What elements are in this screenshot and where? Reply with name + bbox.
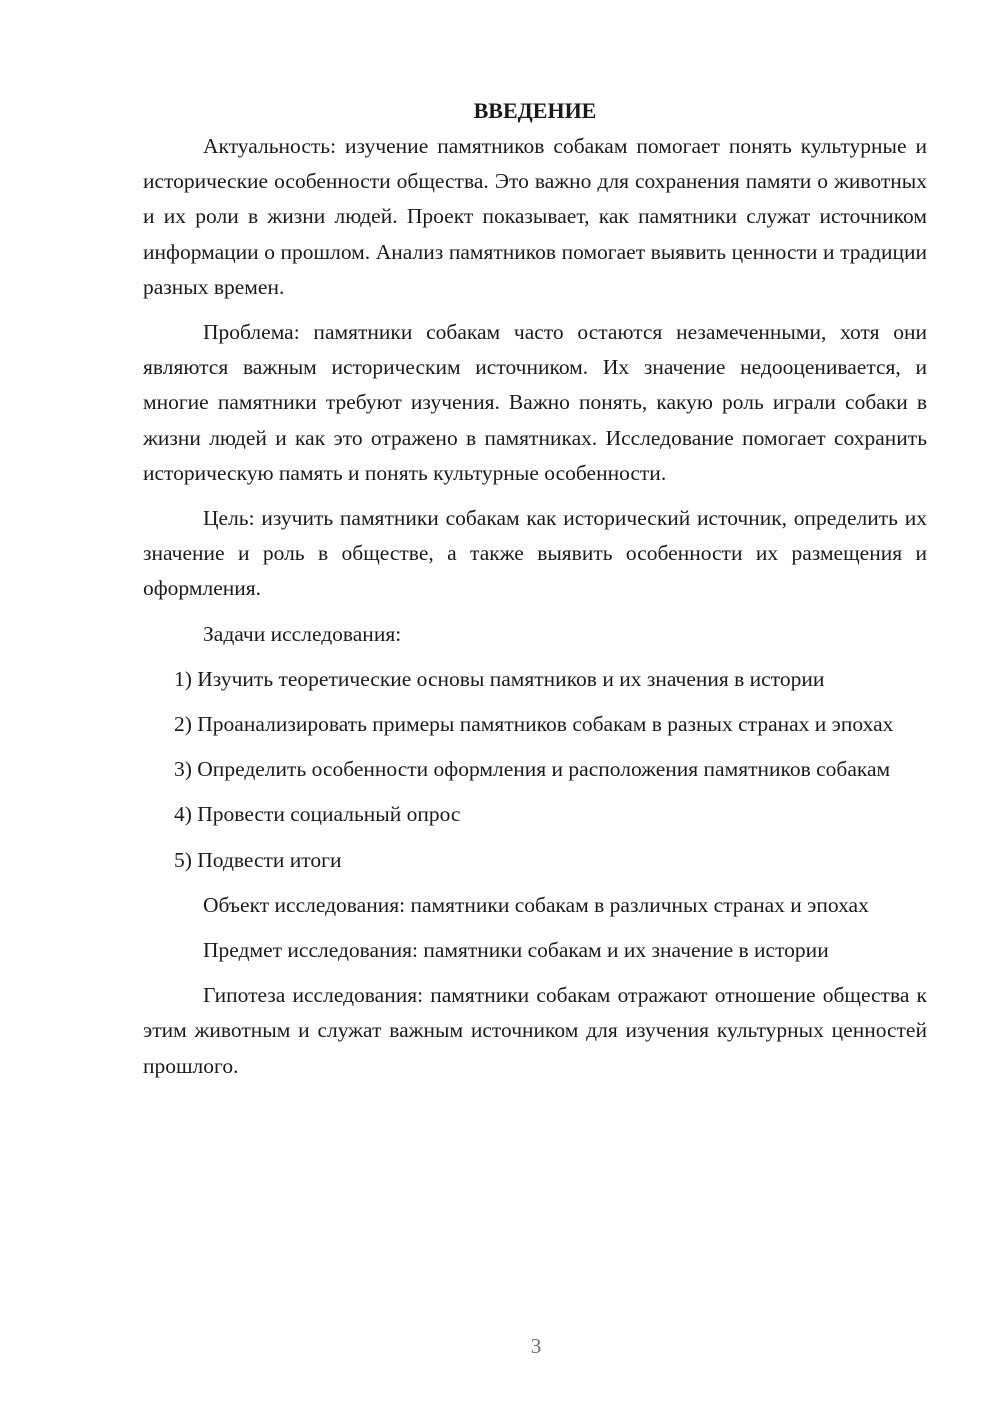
page-number: 3 (530, 1334, 542, 1358)
task-item-2: 2) Проанализировать примеры памятников собакам в разных странах и эпохах (174, 712, 894, 737)
paragraph-object: Объект исследования: памятники собакам в различных странах и эпохах (203, 892, 869, 917)
task-item-5: 5) Подвести итоги (174, 847, 342, 872)
paragraph-relevance: Актуальность: изучение памятников собакам помогает понять культурные и исторические особенности общества. Это важно для сохранения памяти о животных и их роли в жизни людей. Проект показывает, как памятники служат источником информации о прошлом. Анализ памятников помогает выявить ценности и традиции разных времен. (143, 134, 927, 299)
paragraph-goal: Цель: изучить памятники собакам как исторический источник, определить их значение и роль в обществе, а также выявить особенности их размещения и оформления. (143, 506, 927, 601)
paragraph-subject: Предмет исследования: памятники собакам и их значение в истории (203, 938, 829, 963)
paragraph-problem: Проблема: памятники собакам часто остаются незамеченными, хотя они являются важным историческим источником. Их значение недооценивается, и многие памятники требуют изучения. Важно понять, какую роль играли собаки в жизни людей и как это отражено в памятниках. Исследование помогает сохранить историческую память и понять культурные особенности. (143, 320, 927, 485)
task-item-4: 4) Провести социальный опрос (174, 802, 461, 827)
section-title: ВВЕДЕНИЕ (473, 98, 597, 123)
task-item-3: 3) Определить особенности оформления и расположения памятников собакам (174, 757, 891, 782)
paragraph-tasks-heading: Задачи исследования: (203, 621, 402, 646)
task-item-1: 1) Изучить теоретические основы памятников и их значения в истории (174, 666, 825, 691)
paragraph-hypothesis: Гипотеза исследования: памятники собакам отражают отношение общества к этим животным и служат важным источником для изучения культурных ценностей прошлого. (143, 983, 927, 1078)
document-body (143, 94, 927, 1094)
